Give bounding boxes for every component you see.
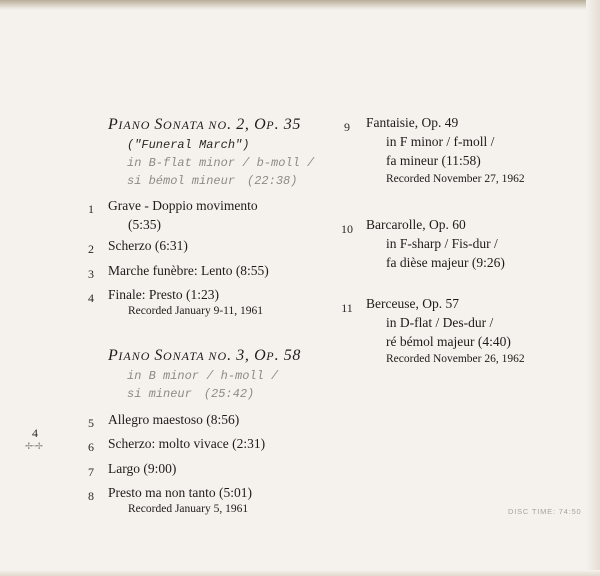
disc-time: DISC TIME: 74:50 [508, 507, 582, 516]
track-title: Barcarolle, Op. 60 [366, 217, 466, 232]
track-key: in F minor / f-moll / [386, 134, 495, 149]
track-number: 8 [88, 489, 94, 503]
sonata-3-key-line-2 [127, 387, 254, 401]
track-title: Scherzo: molto vivace (2:31) [108, 436, 266, 451]
sonata-2-key-text: si bémol mineur [127, 174, 236, 188]
ornament-icon: ✢~✢ [25, 441, 42, 451]
track-number: 2 [88, 242, 94, 256]
track-key: in F-sharp / Fis-dur / [386, 236, 498, 251]
sonata-3-duration: (25:42) [203, 387, 255, 401]
track-title: Marche funèbre: Lento (8:55) [108, 263, 269, 278]
track-key-duration: ré bémol majeur (4:40) [386, 334, 511, 349]
track-key-duration: fa dièse majeur (9:26) [386, 255, 505, 270]
track-number: 6 [88, 440, 94, 454]
sonata-2-subtitle: ("Funeral March") [127, 138, 250, 152]
track-number: 7 [88, 465, 94, 479]
right-edge-shadow [586, 0, 600, 576]
top-edge-shadow [0, 0, 600, 10]
bottom-edge-shadow [0, 570, 600, 576]
recording-date: Recorded November 27, 1962 [386, 173, 525, 185]
track-title: Allegro maestoso (8:56) [108, 412, 240, 427]
track-key: in D-flat / Des-dur / [386, 315, 494, 330]
track-number: 9 [344, 120, 350, 134]
sonata-2-duration: (22:38) [247, 174, 298, 188]
track-number: 10 [341, 222, 353, 236]
sonata-3-title: PIANO SONATA NO. 3, OP. 58 [108, 347, 302, 364]
track-number: 4 [88, 291, 94, 305]
track-title: Largo (9:00) [108, 461, 177, 476]
track-title: Berceuse, Op. 57 [366, 296, 459, 311]
track-title: Finale: Presto (1:23) [108, 287, 219, 302]
track-number: 11 [341, 301, 353, 315]
track-number: 3 [88, 267, 94, 281]
page-number: 4 [32, 426, 38, 440]
track-duration: (5:35) [128, 217, 161, 232]
track-title: Presto ma non tanto (5:01) [108, 485, 252, 500]
track-key-duration: fa mineur (11:58) [386, 153, 481, 168]
track-title: Scherzo (6:31) [108, 238, 188, 253]
sonata-2-title: PIANO SONATA NO. 2, OP. 35 [108, 116, 302, 133]
track-title: Grave - Doppio movimento [108, 198, 258, 213]
track-number: 1 [88, 202, 94, 216]
track-title: Fantaisie, Op. 49 [366, 115, 459, 130]
sonata-2-key-line-1: in B-flat minor / b-moll / [127, 156, 315, 170]
sonata-3-key-text: si mineur [127, 387, 192, 401]
recording-date: Recorded November 26, 1962 [386, 353, 525, 365]
track-number: 5 [88, 416, 94, 430]
sonata-3-key-line-1: in B minor / h-moll / [127, 369, 279, 383]
recording-date: Recorded January 5, 1961 [128, 503, 249, 515]
recording-date: Recorded January 9-11, 1961 [128, 305, 263, 317]
sonata-2-key-line-2 [127, 174, 297, 188]
